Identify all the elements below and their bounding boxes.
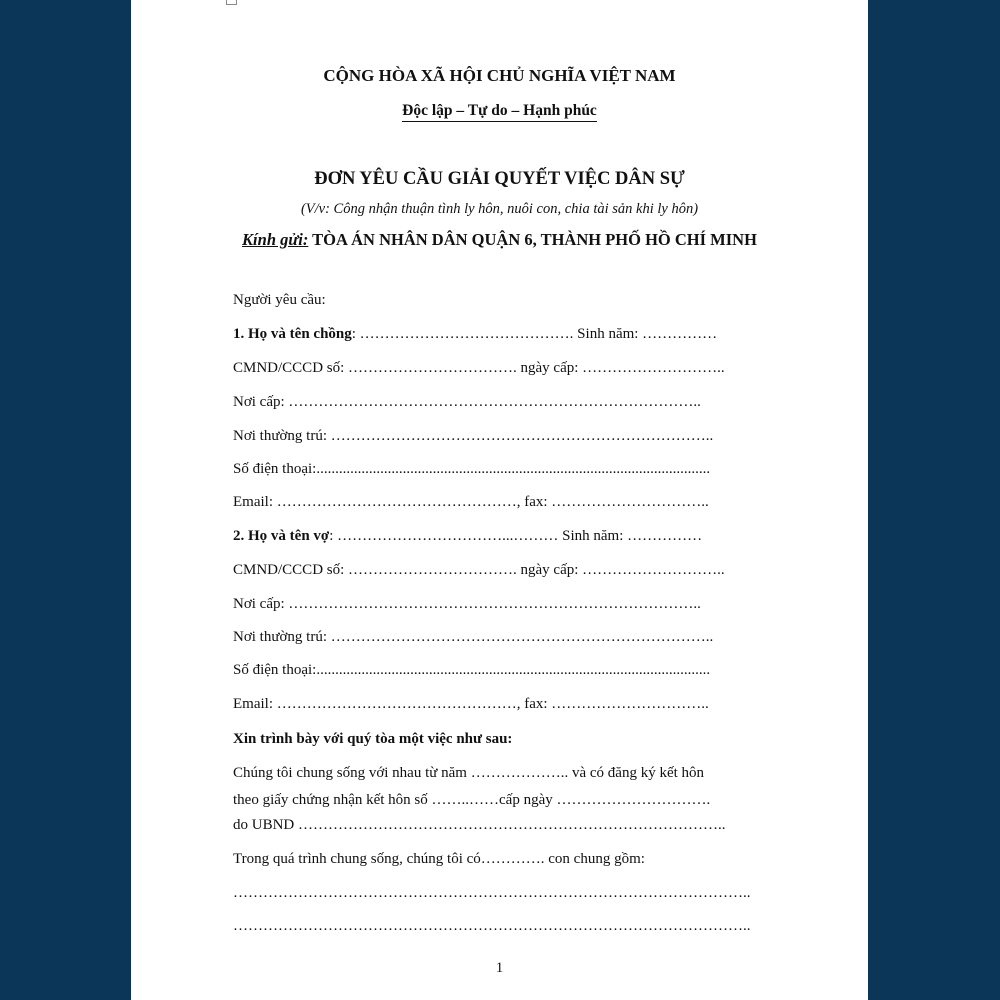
husband-name-field [233,326,798,343]
form-subject: (V/v: Công nhận thuận tình ly hôn, nuôi con, chia tài sản khi ly hôn) [300,201,699,217]
recipient-value: TÒA ÁN NHÂN DÂN QUẬN 6, THÀNH PHỐ HỒ CHÍ MINH [312,230,757,249]
statement-line-1: Chúng tôi chung sống với nhau từ năm ……………….. và có đăng ký kết hôn [233,765,705,781]
husband-id-field: CMND/CCCD số: ……………………………. ngày cấp: ……………………….. [233,360,725,376]
husband-issue-place-field: Nơi cấp: ……………………………………………………………………….. [233,394,701,410]
wife-phone-field: Số điện thoại:......................................................................................................... [233,662,711,678]
statement-heading: Xin trình bày với quý tòa một việc như sau: [233,731,513,747]
national-title: CỘNG HÒA XÃ HỘI CHỦ NGHĨA VIỆT NAM [323,66,676,85]
husband-residence-field: Nơi thường trú: ………………………………………………………………….. [233,428,714,444]
requester-label: Người yêu cầu: [233,292,326,308]
recipient-line [131,230,868,250]
paragraph-mark-icon [226,0,237,5]
statement-line-6: ………………………………………………………………………………………….. [233,918,751,934]
statement-line-5: ………………………………………………………………………………………….. [233,885,751,901]
recipient-label: Kính gửi: [242,230,309,249]
document-page [131,0,868,1000]
wife-email-field: Email: …………………………………………, fax: ………………………….. [233,696,709,712]
statement-line-3: do UBND ………………………………………………………………………….. [233,817,726,833]
wife-name-field [233,528,798,545]
national-motto [131,102,868,122]
statement-line-2: theo giấy chứng nhận kết hôn số ……..……cấp ngày …………………………. [233,792,711,808]
motto-text: Độc lập – Tự do – Hạnh phúc [402,102,597,122]
page-number: 1 [495,960,504,976]
wife-name-dots: : ……………………………...……… Sinh năm: …………… [329,528,703,544]
husband-heading: 1. Họ và tên chồng [233,326,352,342]
statement-line-4: Trong quá trình chung sống, chúng tôi có…………. con chung gồm: [233,851,645,867]
form-title: ĐƠN YÊU CẦU GIẢI QUYẾT VIỆC DÂN SỰ [314,169,685,189]
wife-issue-place-field: Nơi cấp: ……………………………………………………………………….. [233,596,701,612]
husband-phone-field: Số điện thoại:......................................................................................................... [233,461,711,477]
wife-residence-field: Nơi thường trú: ………………………………………………………………….. [233,629,714,645]
husband-email-field: Email: …………………………………………, fax: ………………………….. [233,494,709,510]
husband-name-dots: : ……………………………………. Sinh năm: …………… [351,326,718,342]
wife-id-field: CMND/CCCD số: ……………………………. ngày cấp: ……………………….. [233,562,725,578]
wife-heading: 2. Họ và tên vợ [233,528,330,544]
